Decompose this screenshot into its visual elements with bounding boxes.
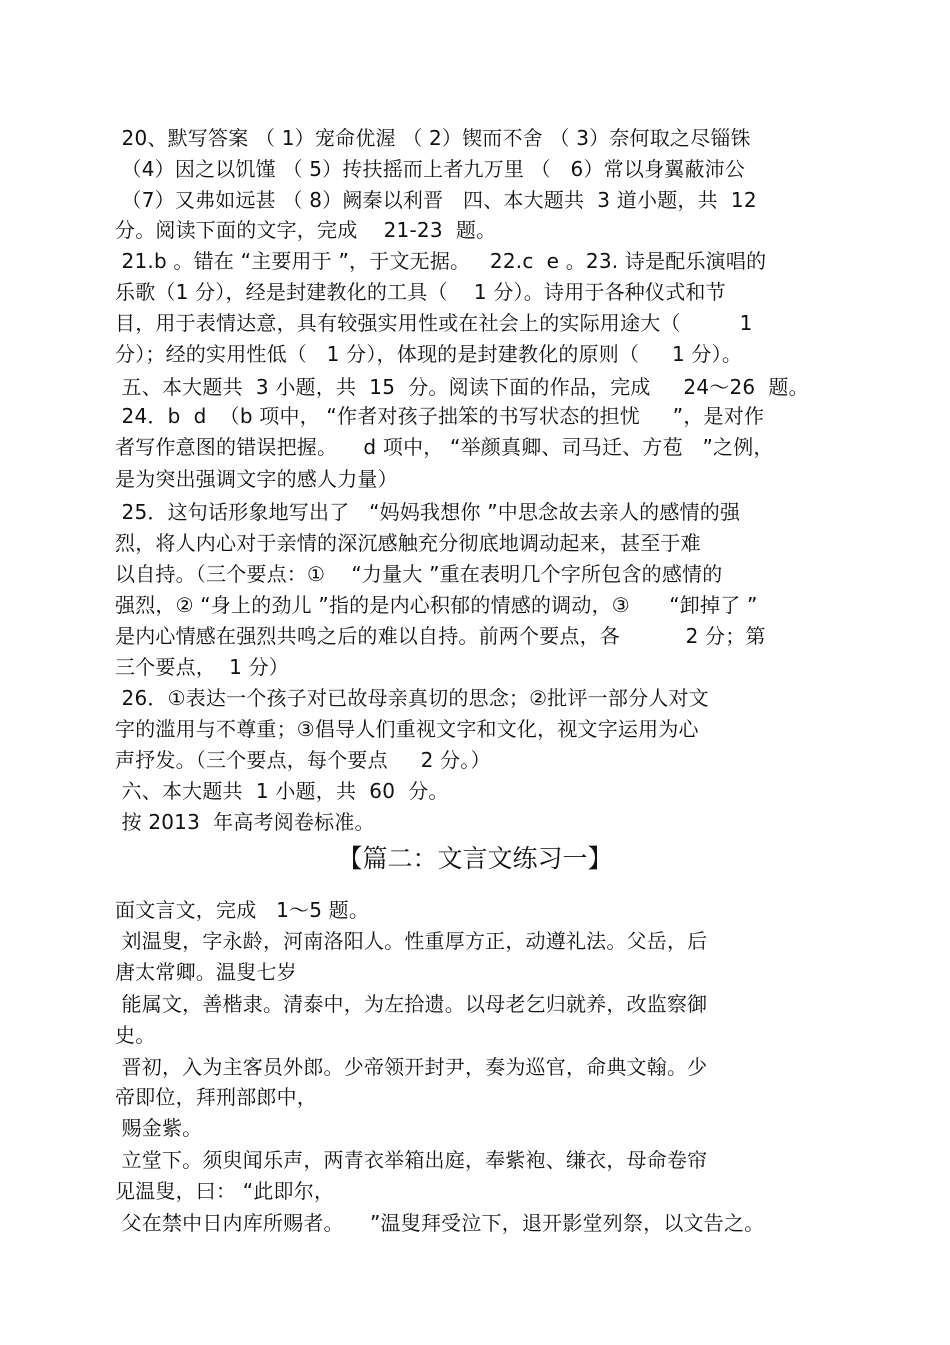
text-line: 目，用于表情达意，具有较强实用性或在社会上的实际用途大（ 1: [115, 311, 753, 335]
text-line: 者写作意图的错误把握。 d 项中， “举颜真卿、司马迁、方苞 ”之例，: [115, 435, 774, 459]
text-line: 字的滥用与不尊重；③倡导人们重视文字和文化，视文字运用为心: [115, 717, 699, 741]
text-line: 24．b d （b 项中， “作者对孩子拙笨的书写状态的担忧 ”，是对作: [115, 404, 765, 428]
text-line: 分。阅读下面的文字，完成 21-23 题。: [115, 218, 497, 242]
text-line: 强烈，② “身上的劲儿 ”指的是内心积郁的情感的调动，③ “卸掉了 ”: [115, 593, 758, 617]
text-line: 六、本大题共 1 小题，共 60 分。: [115, 779, 449, 803]
text-line: 乐歌（1 分），经是封建教化的工具（ 1 分）。诗用于各种仪式和节: [115, 280, 726, 304]
text-line: 唐太常卿。温叟七岁: [115, 960, 297, 984]
text-line: 五、本大题共 3 小题，共 15 分。阅读下面的作品，完成 24～26 题。: [115, 375, 809, 399]
text-line: 20、默写答案 （ 1）宠命优渥 （ 2）锲而不舍 （ 3）奈何取之尽锱铢: [115, 126, 751, 150]
section-heading: 【篇二：文言文练习一】: [337, 844, 613, 873]
text-line: 声抒发。（三个要点，每个要点 2 分。）: [115, 748, 491, 772]
text-line: （7）又弗如远甚 （ 8）阙秦以利晋 四、本大题共 3 道小题，共 12: [115, 188, 757, 212]
text-line: 晋初，入为主客员外郎。少帝领开封尹，奏为巡官，命典文翰。少: [115, 1055, 708, 1079]
text-line: 面文言文，完成 1～5 题。: [115, 898, 370, 922]
text-line: 史。: [115, 1023, 156, 1047]
text-line: 烈，将人内心对于亲情的深沉感触充分彻底地调动起来，甚至于难: [115, 531, 701, 555]
text-line: 立堂下。须臾闻乐声，两青衣举箱出庭，奉紫袍、缣衣，母命卷帘: [115, 1148, 708, 1172]
text-line: 三个要点， 1 分）: [115, 655, 289, 679]
text-line: 26．①表达一个孩子对已故母亲真切的思念；②批评一部分人对文: [115, 686, 709, 710]
text-line: 以自持。（三个要点：① “力量大 ”重在表明几个字所包含的感情的: [115, 562, 723, 586]
text-line: 分）；经的实用性低（ 1 分），体现的是封建教化的原则（ 1 分）。: [115, 342, 743, 366]
text-line: 帝即位，拜刑部郎中，: [115, 1085, 317, 1109]
text-line: 赐金紫。: [115, 1116, 203, 1140]
text-line: 25．这句话形象地写出了 “妈妈我想你 ”中思念故去亲人的感情的强: [115, 500, 741, 524]
text-line: 21.b 。错在 “主要用于 ”，于文无据。 22.c e 。23. 诗是配乐演唱的: [115, 249, 767, 273]
text-line: 是为突出强调文字的感人力量）: [115, 467, 398, 491]
text-line: 刘温叟，字永龄，河南洛阳人。性重厚方正，动遵礼法。父岳，后: [115, 929, 708, 953]
text-line: 是内心情感在强烈共鸣之后的难以自持。前两个要点，各 2 分；第: [115, 624, 766, 648]
text-line: 能属文，善楷隶。清泰中，为左拾遗。以母老乞归就养，改监察御: [115, 992, 708, 1016]
text-line: 见温叟，曰： “此即尔，: [115, 1179, 335, 1203]
text-line: 按 2013 年高考阅卷标准。: [115, 810, 375, 834]
text-line: （4）因之以饥馑 （ 5）抟扶摇而上者九万里 （ 6）常以身翼蔽沛公: [115, 157, 746, 181]
text-line: 父在禁中日内库所赐者。 ”温叟拜受泣下，退开影堂列祭，以文告之。: [115, 1211, 765, 1235]
